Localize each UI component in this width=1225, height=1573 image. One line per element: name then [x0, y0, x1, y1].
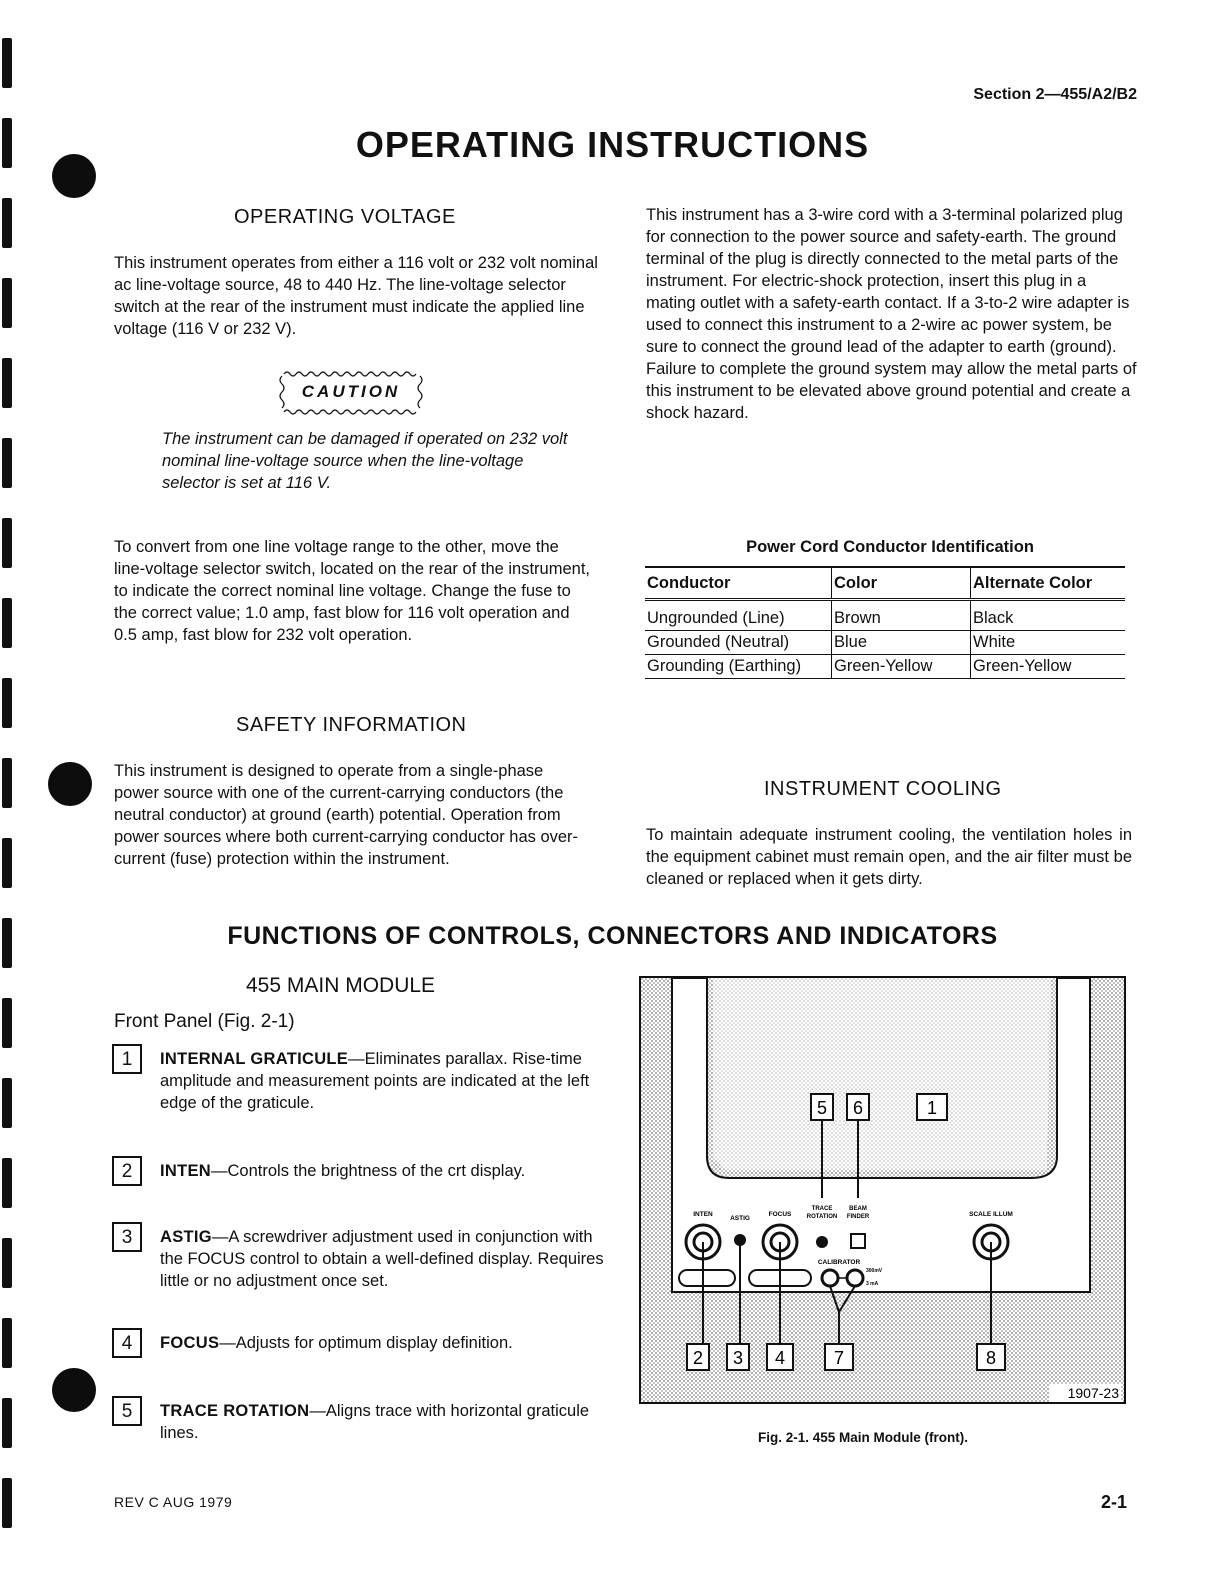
front-panel-subtitle: Front Panel (Fig. 2-1) [114, 1011, 295, 1032]
binder-mark [2, 1478, 12, 1528]
table-header-row [645, 567, 1125, 600]
table-row [645, 600, 1125, 631]
binder-mark [2, 1238, 12, 1288]
safety-heading: SAFETY INFORMATION [236, 714, 467, 736]
page-number: 2-1 [1100, 1492, 1127, 1512]
control-description [160, 1400, 612, 1444]
trace-rotation-adjust-icon [816, 1236, 828, 1248]
punch-hole [52, 1368, 96, 1412]
binder-mark [2, 198, 12, 248]
control-description [160, 1048, 612, 1114]
callout-box-6 [847, 1094, 869, 1120]
callout-box-5 [811, 1094, 833, 1120]
beam-finder-label: BEAM [849, 1206, 867, 1212]
control-text: —Adjusts for optimum display definition. [219, 1334, 513, 1352]
binder-mark [2, 358, 12, 408]
control-label: INTEN [160, 1162, 211, 1180]
functions-heading: FUNCTIONS OF CONTROLS, CONNECTORS AND INDICATORS [227, 922, 998, 950]
table-cell: Brown [832, 600, 971, 631]
power-cord-table-title: Power Cord Conductor Identification [746, 538, 1034, 556]
beam-finder-label: FINDER [846, 1214, 870, 1220]
column-header: Alternate Color [971, 567, 1126, 600]
callout-number: 3 [112, 1222, 142, 1252]
page-title: OPERATING INSTRUCTIONS [355, 124, 870, 165]
punch-hole [48, 762, 92, 806]
caution-banner [276, 368, 426, 418]
safety-text: This instrument is designed to operate from a single-phase power source with one of the current-carrying conductors (the neutral conductor) at ground (earth) potential. Operation from power sources where both current-carrying conductor has over-current (fuse) protection within the instrument. [114, 762, 579, 868]
callout-label: 1 [926, 1098, 938, 1118]
binder-mark [2, 598, 12, 648]
callout-box-2 [687, 1344, 709, 1370]
operating-voltage-paragraph [114, 252, 604, 340]
table-row [645, 655, 1125, 679]
callout-number: 4 [112, 1328, 142, 1358]
column-header: Conductor [645, 567, 832, 600]
binder-mark [2, 678, 12, 728]
control-text: —Eliminates parallax. Rise-time amplitude and measurement points are indicated at the left edge of the graticule. [160, 1050, 590, 1112]
callout-box-8 [977, 1344, 1005, 1370]
focus-label: FOCUS [768, 1211, 792, 1218]
trace-label: ROTATION [806, 1214, 838, 1220]
control-description [160, 1160, 612, 1182]
power-cord-paragraph [646, 204, 1138, 424]
safety-paragraph [114, 760, 592, 870]
control-label: ASTIG [160, 1228, 212, 1246]
binder-mark [2, 1078, 12, 1128]
callout-label: 8 [985, 1348, 997, 1368]
main-module-figure [639, 976, 1127, 1406]
control-label: TRACE ROTATION [160, 1402, 310, 1420]
callout-number: 2 [112, 1156, 142, 1186]
caution-text: The instrument can be damaged if operated on 232 volt nominal line-voltage source when the line-voltage selector is set at 116 V. [162, 430, 568, 492]
module-title: 455 MAIN MODULE [246, 974, 436, 997]
calibrator-voltage-label: 300mV [866, 1268, 883, 1274]
power-cord-table [645, 566, 1125, 679]
callout-label: 5 [816, 1098, 828, 1118]
table-cell: White [971, 631, 1126, 655]
callout-label: 7 [833, 1348, 845, 1368]
callout-label: 4 [774, 1348, 786, 1368]
binder-mark [2, 518, 12, 568]
callout-label: 2 [692, 1348, 704, 1368]
control-label: INTERNAL GRATICULE [160, 1050, 349, 1068]
table-row [645, 631, 1125, 655]
figure-id: 1907-23 [1067, 1385, 1119, 1401]
table-cell: Blue [832, 631, 971, 655]
caution-label: CAUTION [301, 382, 401, 401]
binder-mark [2, 1158, 12, 1208]
table-cell: Grounded (Neutral) [645, 631, 832, 655]
binder-mark [2, 838, 12, 888]
table-cell: Green-Yellow [971, 655, 1126, 679]
inten-slot [679, 1270, 735, 1286]
binder-mark [2, 758, 12, 808]
callout-box-7 [825, 1344, 853, 1370]
astig-label: ASTIG [730, 1215, 750, 1222]
inten-label: INTEN [693, 1211, 713, 1218]
column-header: Color [832, 567, 971, 600]
callout-number: 1 [112, 1044, 142, 1074]
binder-mark [2, 438, 12, 488]
callout-box-1 [917, 1094, 947, 1120]
cooling-paragraph [646, 824, 1132, 890]
power-cord-text: This instrument has a 3-wire cord with a 3-terminal polarized plug for connection to the power source and safety-earth. The ground terminal of the plug is directly connected to the metal parts of the instrument. For electric-shock protection, insert this plug in a mating outlet with a safety-earth contact. If a 3-to-2 wire adapter is used to connect this instrument to a 2-wire ac power system, be sure to connect the ground lead of the adapter to earth (ground). Failure to complete the ground system may allow the metal parts of this instrument to be elevated above ground potential and create a shock hazard. [646, 206, 1137, 422]
calibrator-current-label: 3 mA [866, 1281, 879, 1287]
control-label: FOCUS [160, 1334, 220, 1352]
control-description [160, 1332, 612, 1354]
front-panel-diagram [639, 976, 1127, 1406]
calibrator-label: CALIBRATOR [817, 1259, 861, 1266]
cooling-heading: INSTRUMENT COOLING [764, 778, 1002, 800]
binder-mark [2, 1398, 12, 1448]
table-cell: Ungrounded (Line) [645, 600, 832, 631]
table-cell: Black [971, 600, 1126, 631]
revision-label: REV C AUG 1979 [114, 1494, 233, 1510]
callout-label: 3 [732, 1348, 744, 1368]
voltage-conversion-text: To convert from one line voltage range to the other, move the line-voltage selector switch, located on the rear of the instrument, to indicate the correct nominal line voltage. Change the fuse to the correct value; 1.0 amp, fast blow for 116 volt operation and 0.5 amp, fast blow for 232 volt operation. [114, 538, 590, 644]
control-text: —A screwdriver adjustment used in conjunction with the FOCUS control to obtain a well-defined display. Requires little or no adjustment once set. [160, 1228, 604, 1290]
scale-illum-label: SCALE ILLUM [969, 1211, 1013, 1218]
binder-mark [2, 998, 12, 1048]
trace-label: TRACE [811, 1206, 833, 1212]
callout-label: 6 [852, 1098, 864, 1118]
control-text: —Controls the brightness of the crt display. [211, 1162, 526, 1180]
cooling-text: To maintain adequate instrument cooling, the ventilation holes in the equipment cabinet must remain open, and the air filter must be cleaned or replaced when it gets dirty. [646, 826, 1132, 888]
control-description [160, 1226, 612, 1292]
binder-mark [2, 38, 12, 88]
table-cell: Green-Yellow [832, 655, 971, 679]
callout-number: 5 [112, 1396, 142, 1426]
figure-caption: Fig. 2-1. 455 Main Module (front). [758, 1430, 969, 1445]
operating-voltage-heading: OPERATING VOLTAGE [234, 206, 456, 228]
callout-box-3 [727, 1344, 749, 1370]
voltage-conversion-paragraph [114, 536, 594, 646]
beam-finder-button-icon [851, 1234, 865, 1248]
operating-voltage-text: This instrument operates from either a 116 volt or 232 volt nominal ac line-voltage source, 48 to 440 Hz. The line-voltage selector switch at the rear of the instrument must indicate the applied line voltage (116 V or 232 V). [114, 254, 598, 338]
binder-mark [2, 278, 12, 328]
table-cell: Grounding (Earthing) [645, 655, 832, 679]
callout-box-4 [767, 1344, 793, 1370]
binder-mark [2, 1318, 12, 1368]
control-text: —Aligns trace with horizontal graticule lines. [160, 1402, 590, 1442]
section-label: Section 2—455/A2/B2 [973, 86, 1137, 103]
